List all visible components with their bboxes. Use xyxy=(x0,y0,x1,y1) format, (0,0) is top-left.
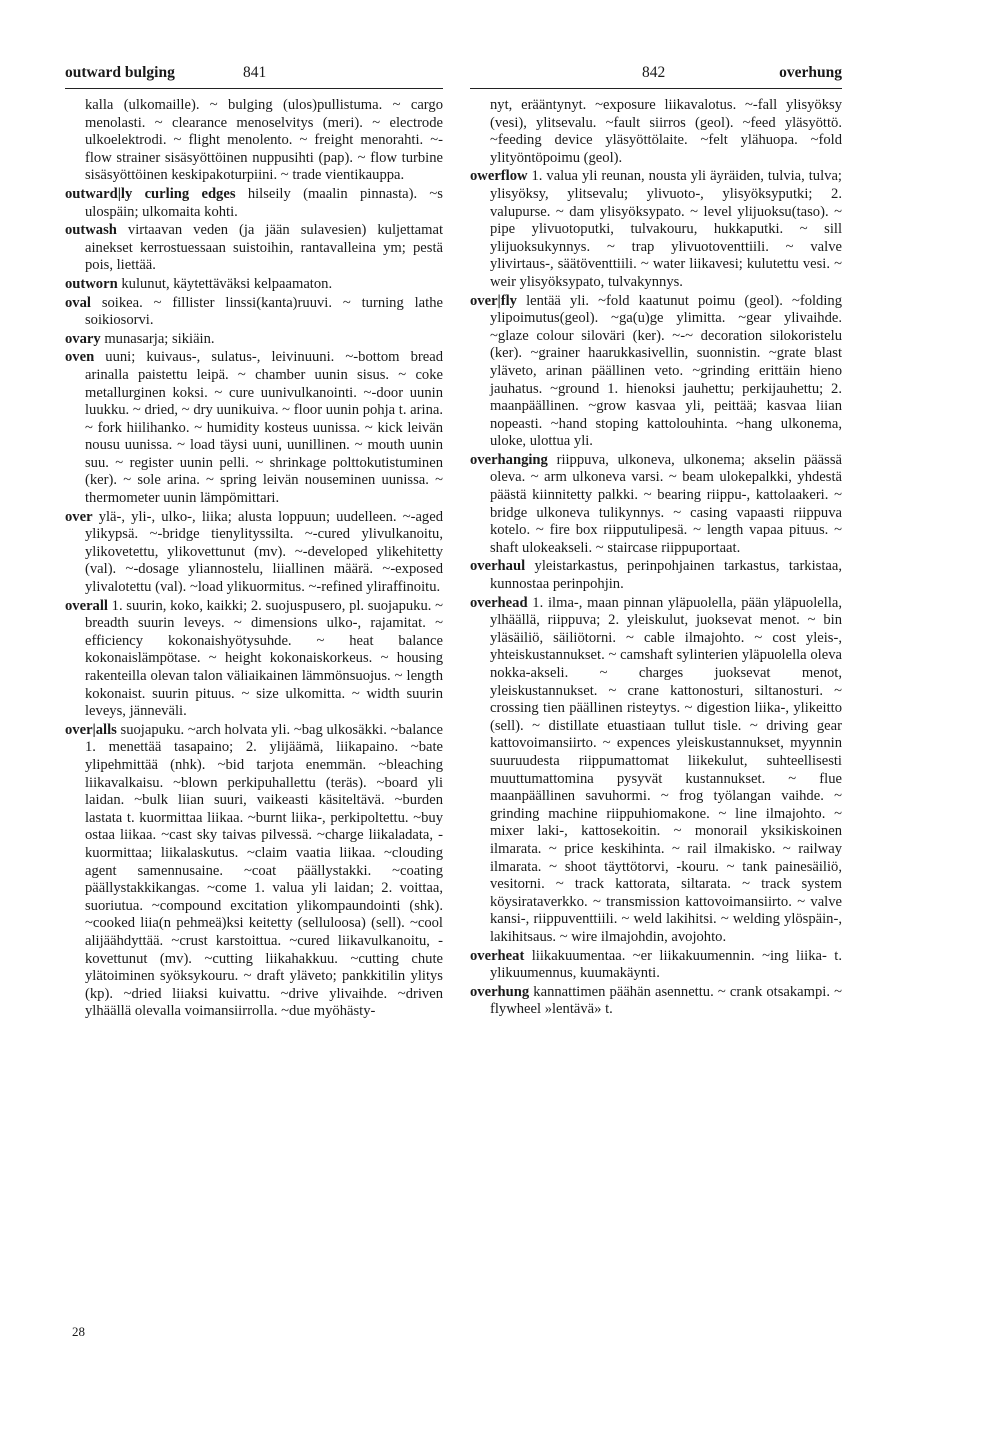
right-header-word: overhung xyxy=(779,64,842,81)
left-header-rule xyxy=(65,88,443,89)
right-page-number: 842 xyxy=(642,64,666,81)
dictionary-entry: oval soikea. ~ fillister linssi(kanta)ruuvi. ~ turning lathe soikiosorvi. xyxy=(65,294,443,329)
dictionary-entry: overhanging riippuva, ulkoneva, ulkonema; akselin päässä oleva. ~ arm ulkoneva varsi. ~ beam ulokepalkki, yhdestä päästä kiinnitetty palkki. ~ bearing riippu-, kattolaakeri. ~ bridge ulkoneva tulikynnys. ~ casing vapaasti riippuva kotelo. ~ fire box riipputulipesä. ~ length vapaa pituus. ~ shaft ulokeakseli. ~ staircase riippuportaat. xyxy=(470,451,842,556)
dictionary-entry: overall 1. suurin, koko, kaikki; 2. suojuspusero, pl. suojapuku. ~ breadth suurin leveys. ~ dimensions ulko-, rajamitat. ~ efficiency kokonaishyötysuhde. ~ heat balance kokonaislämpötase. ~ height kokonaiskorkeus. ~ housing rakenteilla olevan talon väliaikainen lämmönsuojus. ~ length kokonaist. suurin pituus. ~ size ulkomitta. ~ width suurin leveys, jänneväli. xyxy=(65,597,443,720)
dictionary-entry: over ylä-, yli-, ulko-, liika; alusta loppuun; uudelleen. ~-aged ylikypsä. ~-bridge tienylityssilta. ~-cured ylivulkanoitu, ylikovetettu, ylikovettunut (mv). ~-developed ylikehitetty (val). ~-dosage yliannostelu, liiallinen määrä. ~-exposed ylivalotettu (val). ~load ylikuormitus. ~-refined yliraffinoitu. xyxy=(65,508,443,596)
left-header-word: outward bulging xyxy=(65,64,175,81)
dictionary-entry: oven uuni; kuivaus-, sulatus-, leivinuuni. ~-bottom bread arinalla paistettu leipä. ~ chamber uunin sisus. ~ coke metallurginen koksi. ~ cure uunivulkanointi. ~-door uunin luukku. ~ dried, ~ dry uunikuiva. ~ floor uunin pohja t. arina. ~ fork hiilihanko. ~ humidity kosteus uunissa. ~ kick leivän nousu uunissa. ~ load täysi uuni, uunillinen. ~ mouth uunin suu. ~ register uunin pelli. ~ shrinkage polttokutistuminen (ker). ~ sole arina. ~ spring leivän nouseminen uunissa. ~ thermometer uunin lämpömittari. xyxy=(65,349,443,507)
dictionary-entry: kalla (ulkomaille). ~ bulging (ulos)pullistuma. ~ cargo menolasti. ~ clearance menoselvitys (meri). ~ electrode ulkoelektrodi. ~ flight menolento. ~ freight menorahti. ~-flow strainer sisäsyöttöinen nuppusihti (pap). ~ flow turbine sisäsyöttöinen keskipakoturpiini. ~ trade vientikauppa. xyxy=(85,97,443,184)
dictionary-entry: over|alls suojapuku. ~arch holvata yli. ~bag ulkosäkki. ~balance 1. menettää tasapaino; 2. ylijäämä, liikapaino. ~bate ylipehmittää (nhk). ~bid tarjota enemmän. ~bleaching liikavalkaisu. ~blown perkipuhallettu (teräs). ~board yli laidan. ~bulk liian suuri, vaikeasti käsiteltävä. ~burden lastata t. kuormittaa liikaa. ~burnt liika-, perkipoltettu. ~buy ostaa liikaa. ~cast sky taivas pilvessä. ~charge liikaladata, -kuormittaa; liikalaskutus. ~claim vaatia liikaa. ~clouding agent samennusaine. ~coat päällystakki. ~coating päällystakkikangas. ~come 1. valua yli laidan; 2. voittaa, suoriutua. ~compound excitation ylikompaundointi (shk). ~cooked liia(n pehmeä)ksi keitetty (selluloosa) (sell). ~cool alijäähdyttää. ~crust karstoittua. ~cured liikavulkanoitu, -kovettunut (mv). ~cutting liikahakkuu. ~cutting chute ylätoiminen syöksykouru. ~ draft yläveto; pankkitilin ylitys (kp). ~dried liiaksi kuivattu. ~drive ylivaihde. ~driven ylhäällä olevalla voimansiirrolla. ~due myöhästy- xyxy=(65,721,443,1020)
dictionary-entry: ovary munasarja; sikiäin. xyxy=(65,330,215,347)
dictionary-entry: over|fly lentää yli. ~fold kaatunut poimu (geol). ~folding ylipoimutus(geol). ~ga(u)ge ylimitta. ~gear ylivaihde. ~glaze colour siloväri (ker). ~-~ decoration silokoristelu (ker). ~grainer haarukkasivellin, suonnistin. ~grate blast yläveto, arinan päällinen veto. ~grinding erittäin hieno jauhatus. ~ground 1. hienoksi jauhettu; perkijauhettu; 2. maanpäällinen. ~grow kasvaa yli, peittää; kasvaa liian nopeasti. ~hand stoping kattolouhinta. ~hang ulkonema, uloke, ulottua yli. xyxy=(470,292,842,450)
dictionary-entry: outworn kulunut, käytettäväksi kelpaamaton. xyxy=(65,275,333,292)
dictionary-entry: overhaul yleistarkastus, perinpohjainen tarkastus, tarkistaa, kunnostaa perinpohjin. xyxy=(470,558,842,593)
dictionary-entry: overhung kannattimen päähän asennettu. ~ crank otsakampi. ~ flywheel »lentävä» t. xyxy=(470,983,842,1018)
right-header-rule xyxy=(470,88,842,89)
dictionary-entry: nyt, erääntynyt. ~exposure liikavalotus. ~-fall ylisyöksy (vesi), ylitsevalu. ~fault siirros (geol). ~feed yläsyöttö. ~feeding device yläsyöttölaite. ~felt ylähuopa. ~fold ylityöntöpoimu (geol). xyxy=(490,97,842,166)
dictionary-entry: outwash virtaavan veden (ja jään sulavesien) kuljettamat ainekset kerrostuessaan suistoihin, rantavalleina ym; pestä pois, liettää. xyxy=(65,222,443,274)
left-page-number: 841 xyxy=(243,64,267,81)
dictionary-entry: outward|ly curling edges hilseily (maalin pinnasta). ~s ulospäin; ulkomaita kohti. xyxy=(65,185,443,220)
right-column xyxy=(470,97,842,1309)
dictionary-entry: overhead 1. ilma-, maan pinnan yläpuolella, pään yläpuolella, ylhäällä, riippuva; 2. yleiskulut, juoksevat menot. ~ bin yläsäiliö, säiliötorni. ~ cable ilmajohto. ~ cost yleis-, yhteiskustannukset. ~ camshaft sylinterien yläpuolella oleva nokka-akseli. ~ charges juoksevat menot, yleiskustannukset. ~ crane kattonosturi, siltanosturi. ~ crossing tien päällinen risteytys. ~ digestion liika-, ylikeitto (sell). ~ distillate etuastiaan tullut tisle. ~ driving gear kattovoimansiirto. ~ expences yleiskustannukset, myynnin suuruudesta riippumattomat liikekulut, suhteellisesti muuttumattomina pysyvät kustannukset. ~ flue maanpäällinen savuhormi. ~ frog työlangan vaihde. ~ grinding machine riippuhiomakone. ~ line ilmajohto. ~ mixer laki-, kattosekoitin. ~ monorail yksikiskoinen ilmarata. ~ price keskihinta. ~ rail ilmakisko. ~ railway ilmarata. ~ shoot täyttötorvi, -kouru. ~ tank painesäiliö, vesitorni. ~ track kattorata, siltarata. ~ track system köysirataverkko. ~ transmission kattovoimansiirto. ~ valve kansi-, riippuventtiili. ~ weld lakihitsi. ~ welding ylöspäin-, lakihitsaus. ~ wire ilmajohdin, avojohto. xyxy=(470,594,842,945)
dictionary-entry: overheat liikakuumentaa. ~er liikakuumennin. ~ing liika- t. ylikuumennus, kuumakäynti. xyxy=(470,947,842,982)
page-folio: 28 xyxy=(72,1324,85,1339)
left-page-header xyxy=(65,64,470,88)
dictionary-entry: owerflow 1. valua yli reunan, nousta yli äyräiden, tulvia, tulva; ylisyöksy, ylitsevalu; ylivuoto-, ylisyöksyputki; 2. valupurse. ~ dam ylisyöksypato. ~ level ylijuoksu(taso). ~ pipe ylivuotoputki, tulvakouru, hukkaputki. ~ sill ylijuoksukynnys. ~ trap ylivuotoventtiili. ~ valve ylivirtaus-, säätöventtiili. ~ water liikavesi; kulutettu vesi. ~ weir ylisyöksypato, tulvakynnys. xyxy=(470,168,842,290)
left-column xyxy=(65,97,443,1309)
right-page-header xyxy=(470,64,842,88)
